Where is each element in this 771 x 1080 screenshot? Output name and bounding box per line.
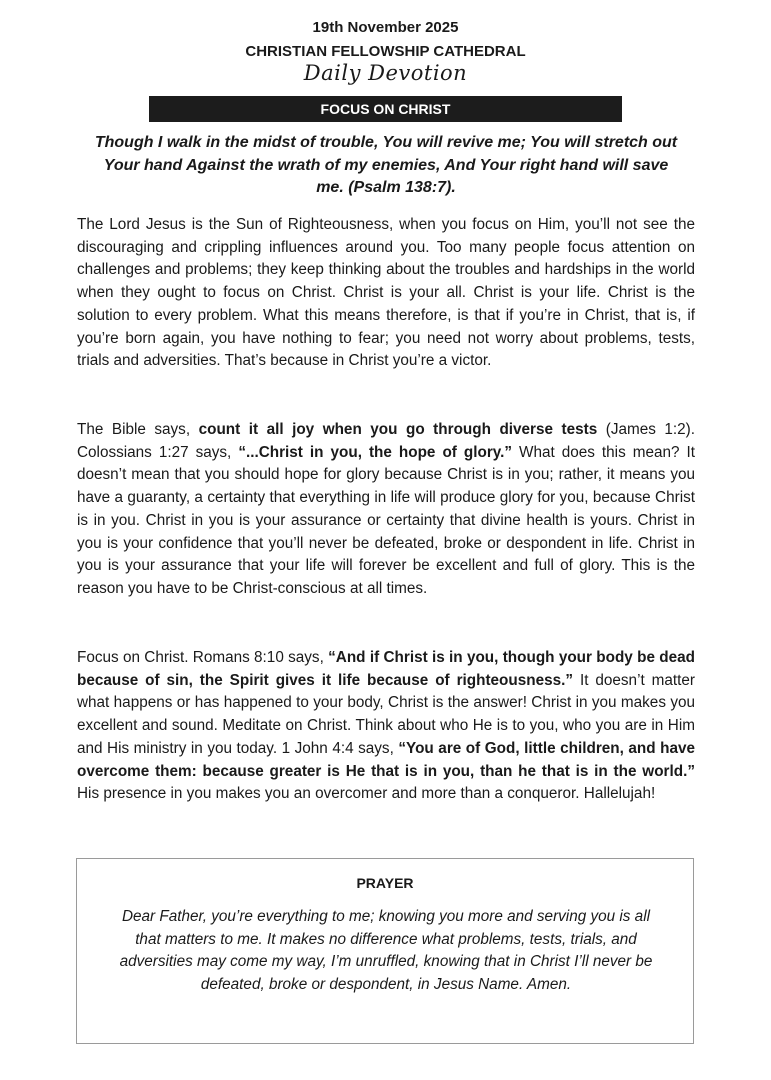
key-verse: Though I walk in the midst of trouble, You will revive me; You will stretch out Your hand Against the wrath of my enemies, And Your right hand will save me. (Psalm 138:7).	[94, 134, 678, 196]
prayer-box	[76, 858, 694, 1044]
devotion-date: 19th November 2025	[312, 19, 459, 36]
prayer-title: PRAYER	[356, 875, 414, 891]
paragraph-2-text: (James 1:2). Colossians 1:27 says,	[77, 421, 695, 461]
prayer-text: Dear Father, you’re everything to me; knowing you more and serving you is all that matters to me. It makes no difference what problems, tests, trials, and adversities may come my way, I’m unruffled, knowing that in Christ I’ll never be defeated, broke or despondent, in Jesus Name. Amen.	[119, 908, 653, 993]
paragraph-2-emphasis: count it all joy when you go through diverse tests	[198, 421, 598, 438]
paragraph-2-text: The Bible says,	[77, 421, 199, 438]
paragraph-2-emphasis: “...Christ in you, the hope of glory.”	[238, 443, 513, 461]
topic-title: FOCUS ON CHRIST	[320, 101, 451, 117]
paragraph-3-text: It doesn’t matter what happens or has happened to your body, Christ is the answer! Christ in you makes you excellent and sound. Meditate on Christ. Think about who He is to you, who you are in Him and His ministry in you today. 1 John 4:4 says,	[77, 671, 695, 757]
topic-banner	[149, 96, 622, 122]
paragraph-1: The Lord Jesus is the Sun of Righteousness, when you focus on Him, you’ll not see the discouraging and crippling influences around you. Too many people focus attention on challenges and problems; they keep thinking about the troubles and hardships in the world when they ought to focus on Christ. Christ is your all. Christ is your life. Christ is the solution to every problem. What this means therefore, is that if you’re in Christ, that is, if you’re born again, you have nothing to fear; you need not worry about problems, tests, trials and adversities. That’s because in Christ you’re a victor.	[77, 216, 695, 370]
church-name: CHRISTIAN FELLOWSHIP CATHEDRAL	[245, 43, 526, 60]
paragraph-3	[77, 647, 695, 806]
paragraph-3-text: Focus on Christ. Romans 8:10 says,	[77, 649, 329, 666]
page-subtitle: Daily Devotion	[303, 61, 468, 85]
paragraph-3-emphasis: “And if Christ is in you, though your body be dead because of sin, the Spirit gives it life because of righteousness.”	[77, 649, 695, 689]
paragraph-2	[77, 419, 695, 601]
paragraph-3-text: His presence in you makes you an overcomer and more than a conqueror. Hallelujah!	[77, 785, 656, 803]
paragraph-3-emphasis: “You are of God, little children, and have overcome them: because greater is He that is in you, than he that is in the world.”	[77, 739, 695, 780]
paragraph-2-text: What does this mean? It doesn’t mean that you should hope for glory because Christ is in you; rather, it means you have a guaranty, a certainty that everything in life will produce glory for you, because Christ is in you. Christ in you is your assurance or certainty that divine health is yours. Christ in you is your confidence that you’ll never be defeated, broke or despondent in life. Christ in you is your assurance that your life will forever be excellent and full of glory. This is the reason you have to be Christ-conscious at all times.	[77, 443, 696, 597]
